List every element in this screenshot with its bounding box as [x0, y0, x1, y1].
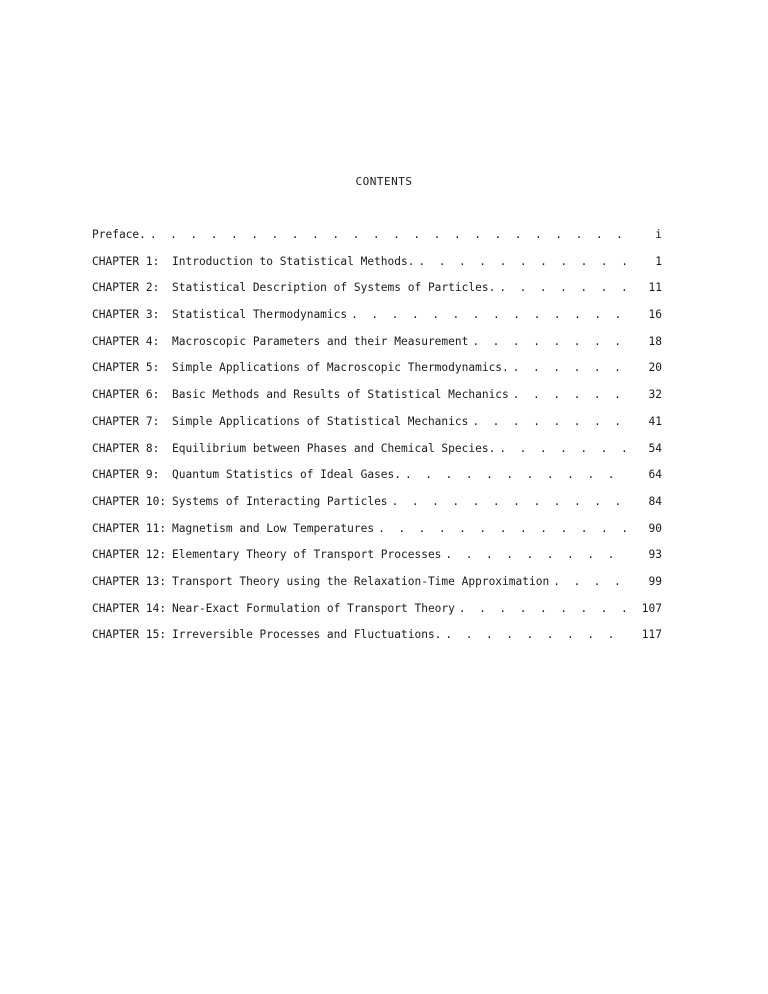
- chapter-title: Elementary Theory of Transport Processes: [172, 548, 442, 562]
- chapter-title: Introduction to Statistical Methods.: [172, 254, 415, 268]
- toc-page-number: 90: [648, 521, 662, 535]
- chapter-title: Statistical Thermodynamics: [172, 308, 348, 322]
- chapter-label: CHAPTER 6:: [92, 388, 160, 402]
- toc-row-chapter-14: [92, 602, 662, 629]
- toc-row-chapter-11: [92, 522, 662, 549]
- toc-leader-dots: [418, 255, 630, 268]
- toc-row-chapter-1: [92, 255, 662, 282]
- toc-leader-dots: [405, 468, 630, 481]
- chapter-title: Magnetism and Low Temperatures: [172, 521, 375, 535]
- chapter-title: Basic Methods and Results of Statistical Mechanics: [172, 388, 509, 402]
- toc-leader-dots: [553, 575, 630, 588]
- toc-page-number: 64: [648, 468, 662, 482]
- toc-row-chapter-8: [92, 442, 662, 469]
- toc-row-chapter-2: [92, 281, 662, 308]
- toc-page-number: 54: [648, 441, 662, 455]
- toc-page-number: 20: [648, 361, 662, 375]
- chapter-label: CHAPTER 10:: [92, 494, 167, 508]
- toc-leader-dots: [499, 442, 630, 455]
- chapter-label: CHAPTER 14:: [92, 601, 167, 615]
- table-of-contents: [92, 228, 662, 655]
- chapter-title: Simple Applications of Macroscopic Thermodynamics.: [172, 361, 509, 375]
- toc-page-number: 99: [648, 574, 662, 588]
- toc-row-chapter-5: [92, 361, 662, 388]
- chapter-title: Near-Exact Formulation of Transport Theory: [172, 601, 455, 615]
- chapter-label: CHAPTER 15:: [92, 628, 167, 642]
- toc-row-chapter-15: [92, 628, 662, 655]
- toc-row-chapter-4: [92, 335, 662, 362]
- toc-leader-dots: [513, 388, 630, 401]
- chapter-title: Statistical Description of Systems of Particles.: [172, 281, 496, 295]
- toc-row-chapter-6: [92, 388, 662, 415]
- chapter-label: CHAPTER 13:: [92, 574, 167, 588]
- toc-leader-dots: [150, 228, 630, 241]
- chapter-label: CHAPTER 8:: [92, 441, 160, 455]
- toc-page-number: 93: [648, 548, 662, 562]
- chapter-label: CHAPTER 4:: [92, 334, 160, 348]
- toc-leader-dots: [459, 602, 630, 615]
- chapter-label: CHAPTER 5:: [92, 361, 160, 375]
- toc-row-chapter-13: [92, 575, 662, 602]
- toc-leader-dots: [472, 335, 630, 348]
- page-title: CONTENTS: [355, 175, 413, 188]
- toc-page-number: 41: [648, 414, 662, 428]
- chapter-label: CHAPTER 2:: [92, 281, 160, 295]
- chapter-label: CHAPTER 7:: [92, 414, 160, 428]
- toc-leader-dots: [513, 361, 630, 374]
- toc-row-chapter-12: [92, 548, 662, 575]
- toc-page-number: 1: [655, 254, 662, 268]
- chapter-label: CHAPTER 1:: [92, 254, 160, 268]
- toc-page-number: 84: [648, 494, 662, 508]
- toc-row-chapter-9: [92, 468, 662, 495]
- toc-row-preface: [92, 228, 662, 255]
- toc-page-number: 16: [648, 308, 662, 322]
- toc-page-number: 32: [648, 388, 662, 402]
- toc-leader-dots: [472, 415, 630, 428]
- toc-preface-label: Preface.: [92, 228, 146, 241]
- toc-row-chapter-3: [92, 308, 662, 335]
- chapter-label: CHAPTER 9:: [92, 468, 160, 482]
- chapter-title: Systems of Interacting Particles: [172, 494, 388, 508]
- chapter-label: CHAPTER 12:: [92, 548, 167, 562]
- toc-row-chapter-7: [92, 415, 662, 442]
- toc-page-number: 107: [641, 601, 662, 615]
- chapter-label: CHAPTER 11:: [92, 521, 167, 535]
- chapter-title: Macroscopic Parameters and their Measurement: [172, 334, 469, 348]
- toc-leader-dots: [445, 628, 630, 641]
- toc-leader-dots: [445, 548, 630, 561]
- toc-leader-dots: [351, 308, 630, 321]
- toc-leader-dots: [499, 281, 630, 294]
- toc-leader-dots: [378, 522, 630, 535]
- toc-page-number: 18: [648, 334, 662, 348]
- toc-page-number: i: [655, 228, 662, 241]
- toc-row-chapter-10: [92, 495, 662, 522]
- chapter-label: CHAPTER 3:: [92, 308, 160, 322]
- toc-page-number: 11: [648, 281, 662, 295]
- chapter-title: Quantum Statistics of Ideal Gases.: [172, 468, 402, 482]
- chapter-title: Equilibrium between Phases and Chemical Species.: [172, 441, 496, 455]
- chapter-title: Irreversible Processes and Fluctuations.: [172, 628, 442, 642]
- toc-leader-dots: [392, 495, 630, 508]
- chapter-title: Transport Theory using the Relaxation-Time Approximation: [172, 574, 550, 588]
- toc-page-number: 117: [641, 628, 662, 642]
- chapter-title: Simple Applications of Statistical Mechanics: [172, 414, 469, 428]
